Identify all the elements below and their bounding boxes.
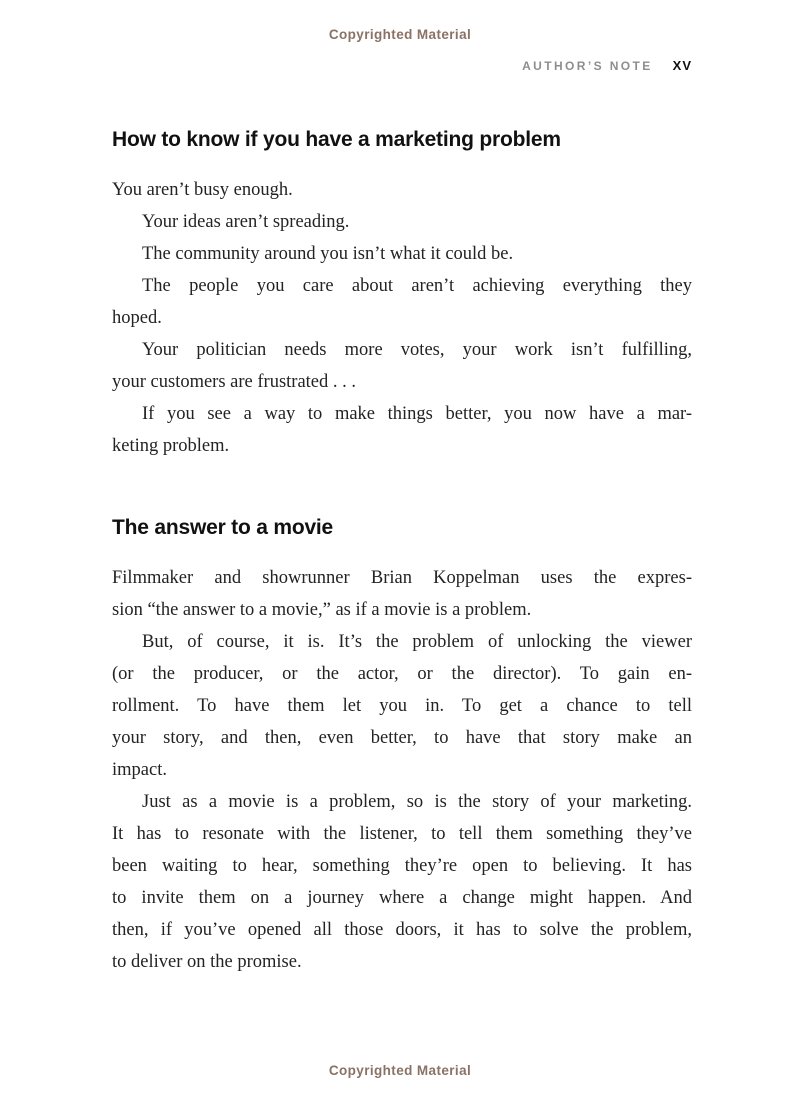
text-line: been waiting to hear, something they’re open to believing. It has [112,856,692,876]
paragraph [112,334,692,398]
text-line: to invite them on a journey where a change might happen. And [112,888,692,908]
paragraph [112,238,692,270]
text-line: You aren’t busy enough. [112,180,293,200]
section-body [112,562,692,978]
text-line: (or the producer, or the actor, or the director). To gain en- [112,664,692,684]
text-line: If you see a way to make things better, you now have a mar- [142,404,692,424]
paragraph [112,206,692,238]
text-line: hoped. [112,308,162,328]
paragraph [112,398,692,462]
text-line: Your politician needs more votes, your work isn’t fulfilling, [142,340,692,360]
paragraph [112,270,692,334]
running-head [112,58,692,74]
paragraph [112,786,692,978]
text-line: keting problem. [112,436,230,456]
page-content [112,58,692,978]
text-line: The people you care about aren’t achieving everything they [142,276,692,296]
text-line: impact. [112,760,167,780]
paragraph [112,626,692,786]
text-line: your customers are frustrated . . . [112,372,357,392]
text-line: It has to resonate with the listener, to tell them something they’ve [112,824,692,844]
text-line: Filmmaker and showrunner Brian Koppelman uses the expres- [112,568,692,588]
text-line: sion “the answer to a movie,” as if a movie is a problem. [112,600,532,620]
section-heading: The answer to a movie [112,516,334,539]
running-head-title: AUTHOR’S NOTE [522,59,653,73]
copyright-notice-bottom: Copyrighted Material [328,1063,472,1078]
copyright-notice-top: Copyrighted Material [328,27,472,42]
text-line: rollment. To have them let you in. To get a chance to tell [112,696,692,716]
text-line: your story, and then, even better, to have that story make an [112,728,692,748]
text-line: Your ideas aren’t spreading. [142,212,350,232]
page-number: XV [672,58,692,73]
section-heading: How to know if you have a marketing problem [112,128,561,151]
paragraph [112,562,692,626]
text-line: But, of course, it is. It’s the problem of unlocking the viewer [142,632,692,652]
paragraph [112,174,692,206]
section-body [112,174,692,462]
text-line: then, if you’ve opened all those doors, it has to solve the problem, [112,920,692,940]
sections-container [112,128,692,978]
text-line: The community around you isn’t what it could be. [142,244,514,264]
text-line: Just as a movie is a problem, so is the story of your marketing. [142,792,692,812]
text-line: to deliver on the promise. [112,952,302,972]
